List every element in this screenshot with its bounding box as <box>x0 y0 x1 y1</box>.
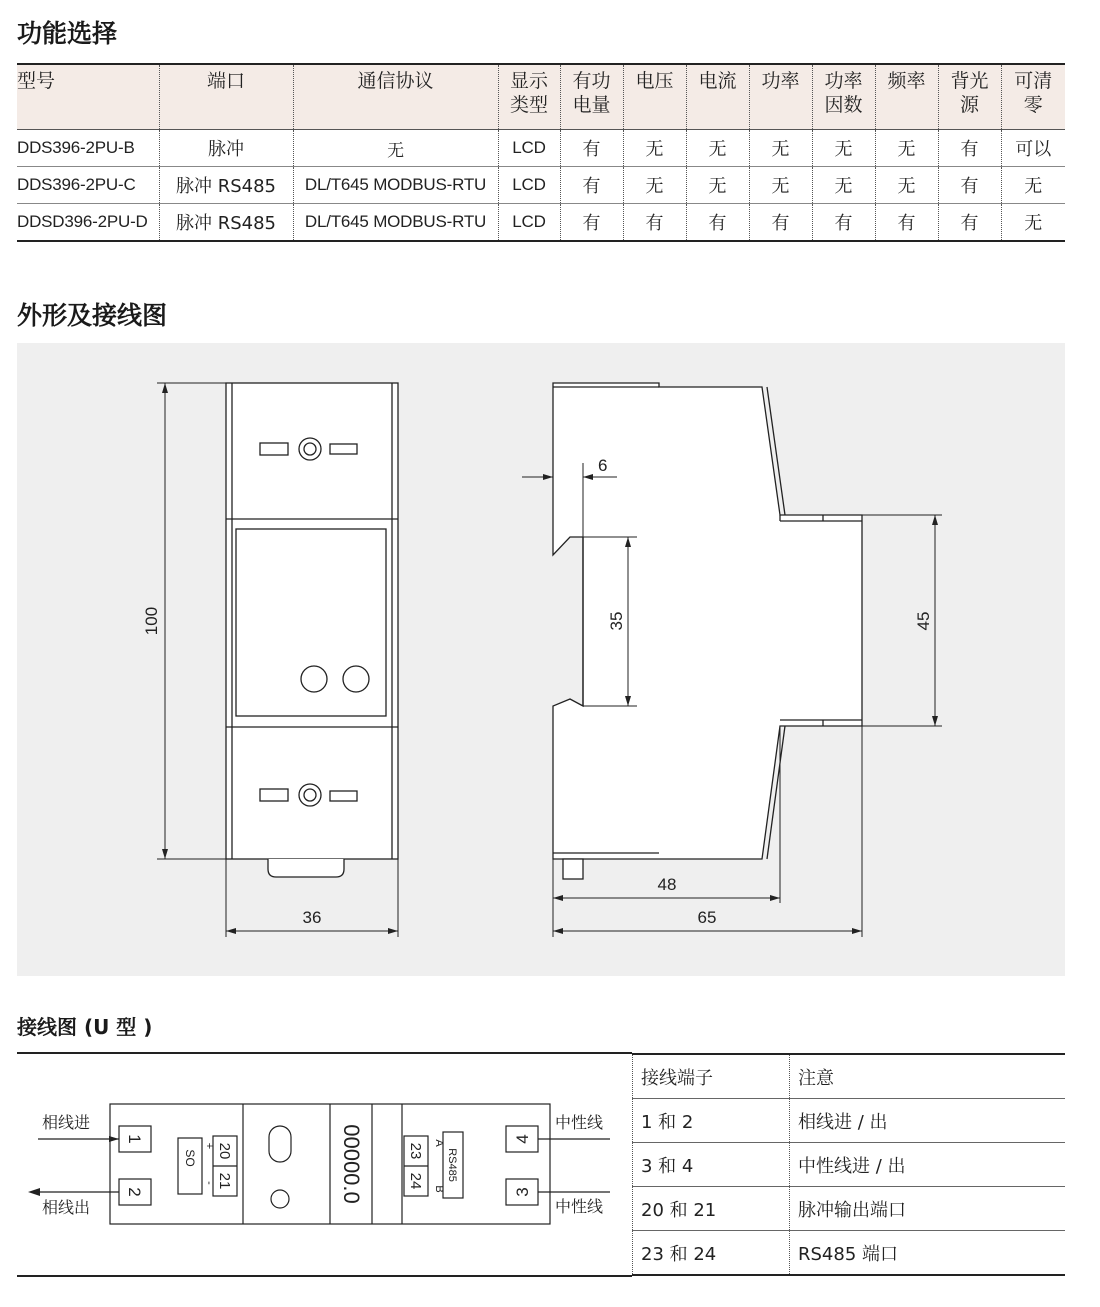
table-cell: 无 <box>623 167 686 204</box>
table-cell: 脉冲 <box>159 130 293 167</box>
wiring-table <box>632 1053 1065 1276</box>
table-cell: 有 <box>812 204 875 242</box>
table-row <box>633 1143 1066 1187</box>
model-cell: DDS396-2PU-C <box>17 167 159 204</box>
header-text-line: 型号 <box>17 70 56 92</box>
phase-out-label: 相线出 <box>42 1200 91 1217</box>
table-cell: 有 <box>749 204 812 242</box>
table-row <box>17 167 1065 204</box>
header-text-line: 端口 <box>206 70 245 92</box>
model-cell: DDS396-2PU-B <box>17 130 159 167</box>
terminal-4: 4 <box>513 1134 532 1144</box>
table-cell: 有 <box>560 204 623 242</box>
front-view <box>226 383 398 877</box>
table-row <box>17 130 1065 167</box>
features-col-header <box>293 64 498 130</box>
header-text-line: 频率 <box>887 70 926 92</box>
table-cell: 23 和 24 <box>633 1231 790 1276</box>
terminal-23: 23 <box>407 1142 424 1160</box>
dim-depth-total: 65 <box>697 908 717 927</box>
features-col-header <box>938 64 1001 130</box>
table-cell: 有 <box>623 204 686 242</box>
features-col-header <box>560 64 623 130</box>
pulse-plus: + <box>203 1142 215 1150</box>
header-text-line: 电流 <box>698 70 737 92</box>
table-cell: 无 <box>875 130 938 167</box>
header-text-line: 显示 <box>509 70 548 92</box>
terminal-3: 3 <box>513 1187 532 1197</box>
terminal-1: 1 <box>125 1134 144 1144</box>
outline-drawing-panel <box>17 343 1065 976</box>
table-cell: 3 和 4 <box>633 1143 790 1187</box>
features-col-header <box>875 64 938 130</box>
dim-depth-mid: 48 <box>657 875 677 894</box>
wiring-header-row <box>633 1054 1066 1099</box>
table-cell: 1 和 2 <box>633 1099 790 1143</box>
terminal-2: 2 <box>125 1187 144 1197</box>
table-cell: 相线进 / 出 <box>790 1099 1066 1143</box>
table-cell: DL/T645 MODBUS-RTU <box>293 204 498 242</box>
table-cell: 有 <box>938 204 1001 242</box>
table-cell: DL/T645 MODBUS-RTU <box>293 167 498 204</box>
dim-width-front: 36 <box>302 908 322 927</box>
table-cell: 中性线进 / 出 <box>790 1143 1066 1187</box>
header-text-line: 通信协议 <box>357 70 434 92</box>
features-col-header <box>498 64 560 130</box>
terminal-24: 24 <box>407 1172 424 1190</box>
table-cell: 脉冲 RS485 <box>159 204 293 242</box>
header-text-line: 可清 <box>1014 70 1053 92</box>
wiring-title: 接线图 (U 型 ) <box>17 1015 153 1039</box>
features-col-header <box>623 64 686 130</box>
table-cell: LCD <box>498 167 560 204</box>
table-cell: 脉冲输出端口 <box>790 1187 1066 1231</box>
dim-rail-width: 35 <box>607 611 626 631</box>
features-col-header <box>686 64 749 130</box>
display-reading: 00000.0 <box>339 1124 364 1204</box>
pulse-label: SO <box>183 1149 197 1167</box>
table-row <box>633 1187 1066 1231</box>
header-text-line: 背光 <box>950 70 989 92</box>
header-text-line: 功率 <box>824 70 863 92</box>
table-cell: 有 <box>938 167 1001 204</box>
phase-in-label: 相线进 <box>42 1115 91 1132</box>
terminal-21: 21 <box>216 1172 233 1190</box>
table-cell: LCD <box>498 204 560 242</box>
table-cell: 无 <box>623 130 686 167</box>
header-text-line: 零 <box>1023 94 1043 116</box>
table-cell: 20 和 21 <box>633 1187 790 1231</box>
table-cell: 无 <box>875 167 938 204</box>
header-text-line: 功率 <box>761 70 800 92</box>
pulse-minus: - <box>203 1181 215 1185</box>
features-col-header <box>1001 64 1065 130</box>
outline-title: 外形及接线图 <box>17 301 168 330</box>
header-text-line: 电量 <box>572 94 611 116</box>
table-cell: 无 <box>1001 204 1065 242</box>
table-cell: 无 <box>1001 167 1065 204</box>
header-text-line: 因数 <box>824 94 863 116</box>
header-text-line: 电压 <box>635 70 674 92</box>
wiring-header-cell: 注意 <box>790 1054 1066 1099</box>
dim-rail-offset: 6 <box>598 456 608 475</box>
features-col-header <box>17 64 159 130</box>
features-table <box>17 63 1065 242</box>
features-title: 功能选择 <box>17 19 118 48</box>
neutral-top-label: 中性线 <box>555 1115 604 1132</box>
rs485-a-label: A <box>433 1139 445 1147</box>
header-text-line: 有功 <box>572 70 611 92</box>
table-cell: 无 <box>293 130 498 167</box>
table-cell: 有 <box>560 167 623 204</box>
outline-drawing <box>17 343 1065 976</box>
table-cell: 无 <box>812 167 875 204</box>
dim-step-height: 45 <box>914 611 933 631</box>
rs485-b-label: B <box>433 1185 445 1193</box>
table-cell: 脉冲 RS485 <box>159 167 293 204</box>
table-cell: 有 <box>686 204 749 242</box>
features-col-header <box>159 64 293 130</box>
table-cell: 无 <box>749 167 812 204</box>
terminal-20: 20 <box>216 1142 233 1160</box>
dim-height: 100 <box>142 606 161 636</box>
features-col-header <box>749 64 812 130</box>
table-cell: LCD <box>498 130 560 167</box>
model-cell: DDSD396-2PU-D <box>17 204 159 242</box>
table-row <box>633 1099 1066 1143</box>
wiring-header-cell: 接线端子 <box>633 1054 790 1099</box>
rs485-label: RS485 <box>446 1148 458 1182</box>
table-cell: 可以 <box>1001 130 1065 167</box>
neutral-bottom-label: 中性线 <box>555 1199 604 1216</box>
table-cell: RS485 端口 <box>790 1231 1066 1276</box>
wiring-diagram <box>0 1050 632 1280</box>
table-cell: 有 <box>938 130 1001 167</box>
header-text-line: 源 <box>959 94 979 116</box>
table-cell: 无 <box>686 130 749 167</box>
table-cell: 无 <box>686 167 749 204</box>
table-row <box>633 1231 1066 1276</box>
table-cell: 有 <box>875 204 938 242</box>
table-row <box>17 204 1065 242</box>
header-text-line: 类型 <box>509 94 548 116</box>
features-col-header <box>812 64 875 130</box>
table-cell: 有 <box>560 130 623 167</box>
table-cell: 无 <box>749 130 812 167</box>
features-header-row <box>17 64 1065 130</box>
table-cell: 无 <box>812 130 875 167</box>
